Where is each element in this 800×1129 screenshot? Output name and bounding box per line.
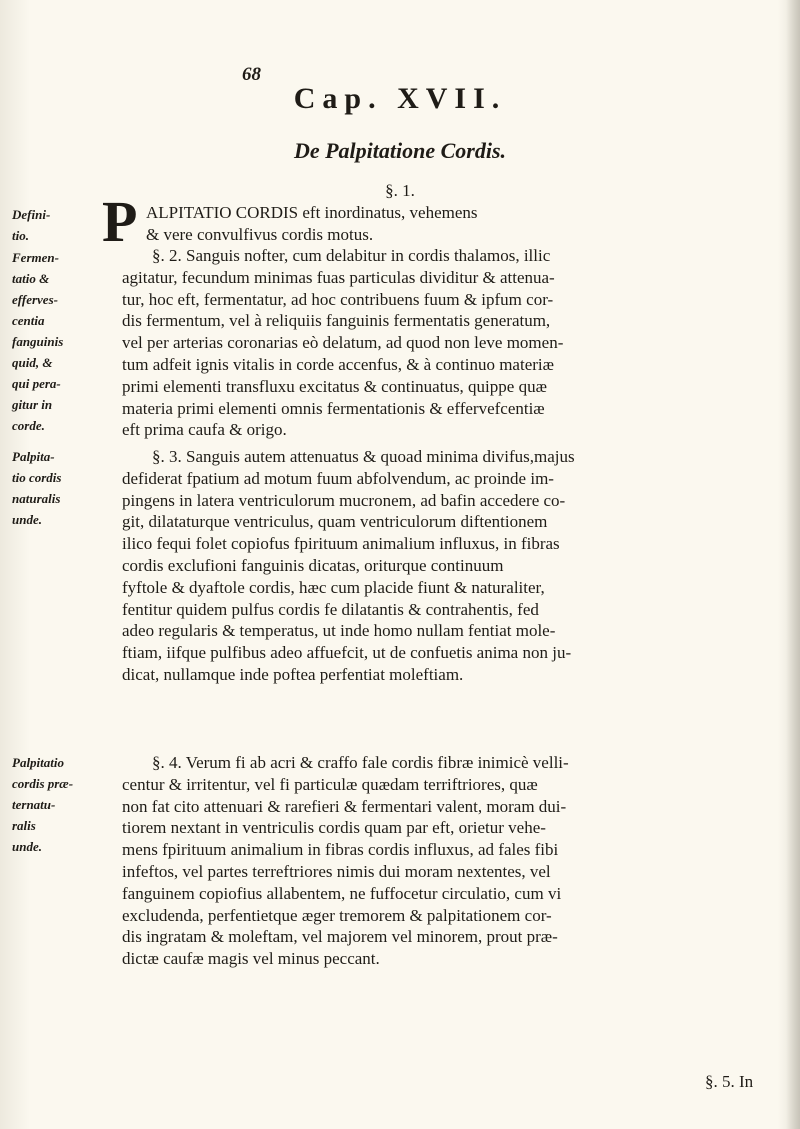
margin-note-line: ralis (12, 818, 36, 833)
text-line: dis ingratam & moleftam, vel majorem vel minorem, prout præ- (122, 927, 558, 947)
margin-note-palpitatio-naturalis (12, 446, 74, 530)
text-line: primi elementi transfluxu excitatus & continuatus, quippe quæ (122, 376, 547, 396)
page-number: 68 (242, 64, 261, 85)
text-line: dicat, nullamque inde poftea perfentiat moleftiam. (122, 664, 464, 684)
drop-cap: P (102, 189, 138, 254)
text-line: & vere convulfivus cordis motus. (146, 224, 374, 244)
margin-note-line: tio cordis (12, 470, 62, 485)
text-line: fentitur quidem pulfus cordis fe dilatantis & contrahentis, fed (122, 599, 539, 619)
paragraph-1 (146, 202, 790, 246)
text-line: mens fpirituum animalium in fibras cordis influxus, ad fales fibi (122, 840, 559, 860)
margin-note-line: tio. (12, 228, 29, 243)
margin-note-palpitatio-praeternaturalis (12, 752, 74, 857)
text-line: fanguinem copiofius allabentem, ne fuffocetur circulatio, cum vi (122, 883, 562, 903)
text-line: §. 3. Sanguis autem attenuatus & quoad minima divifus,majus (152, 447, 575, 466)
text-line: §. 4. Verum fi ab acri & craffo fale cordis fibræ inimicè velli- (152, 753, 569, 772)
text-line: dictæ caufæ magis vel minus peccant. (122, 949, 380, 969)
margin-note-fermentatio (12, 247, 74, 436)
margin-note-line: cordis præ- (12, 776, 74, 791)
paragraph-3 (122, 446, 790, 686)
margin-note-line: corde. (12, 418, 45, 433)
text-line: ALPITATIO CORDIS eft inordinatus, vehemens (146, 203, 478, 222)
margin-note-line: qui pera- (12, 376, 61, 391)
section-1-mark: §. 1. (385, 181, 415, 200)
margin-note-line: centia (12, 313, 45, 328)
text-line: ilico fequi folet copiofus fpirituum animalium influxus, in fibras (122, 534, 560, 554)
text-line: adeo regularis & temperatus, ut inde homo nullam fentiat mole- (122, 621, 556, 641)
margin-note-line: ternatu- (12, 797, 56, 812)
text-line: infeftos, vel partes terreftriores nimis dui moram nextentes, vel (122, 861, 551, 881)
catchword: §. 5. In (705, 1072, 754, 1091)
margin-note-line: unde. (12, 512, 42, 527)
text-line: agitatur, fecundum minimas fuas particulas dividitur & attenua- (122, 267, 555, 287)
margin-note-line: fanguinis (12, 334, 64, 349)
text-line: git, dilataturque ventriculus, quam ventriculorum diftentionem (122, 512, 548, 532)
margin-note-line: tatio & (12, 271, 50, 286)
text-line: ftiam, iifque pulfibus adeo affuefcit, ut de confuetis anima non ju- (122, 643, 572, 663)
text-line: eft prima caufa & origo. (122, 420, 287, 440)
text-line: materia primi elementi omnis fermentationis & effervefcentiæ (122, 398, 545, 418)
margin-note-line: naturalis (12, 491, 61, 506)
text-line: excludenda, perfentietque æger tremorem & palpitationem cor- (122, 905, 552, 925)
margin-note-line: Palpita- (12, 449, 55, 464)
margin-note-definitio (12, 204, 74, 246)
text-line: §. 2. Sanguis nofter, cum delabitur in cordis thalamos, illic (152, 246, 551, 265)
margin-note-line: Palpitatio (12, 755, 64, 770)
margin-note-line: unde. (12, 839, 42, 854)
chapter-subtitle: De Palpitatione Cordis. (293, 138, 507, 163)
text-line: vel per arterias coronarias eò delatum, ad quod non leve momen- (122, 333, 564, 353)
text-line: defiderat fpatium ad motum fuum abfolvendum, ac proinde im- (122, 468, 554, 488)
text-line: dis fermentum, vel à reliquiis fanguinis fermentatis generatum, (122, 311, 551, 331)
text-line: tur, hoc eft, fermentatur, ad hoc contribuens fuum & ipfum cor- (122, 289, 554, 309)
margin-note-line: Defini- (12, 207, 51, 222)
margin-note-line: quid, & (12, 355, 53, 370)
text-line: fyftole & dyaftole cordis, hæc cum placide fiunt & naturaliter, (122, 577, 545, 597)
text-line: non fat cito attenuari & rarefieri & fermentari valent, moram dui- (122, 796, 567, 816)
margin-note-line: gitur in (12, 397, 53, 412)
text-line: cordis exclufioni fanguinis dicatas, oriturque continuum (122, 555, 504, 575)
text-line: tum adfeit ignis vitalis in corde accenfus, & à continuo materiæ (122, 354, 554, 374)
text-line: centur & irritentur, vel fi particulæ quædam terriftriores, quæ (122, 774, 538, 794)
text-line: tiorem nextant in ventriculis cordis quam par eft, orietur vehe- (122, 818, 546, 838)
text-line: pingens in latera ventriculorum mucronem, ad bafin accedere co- (122, 490, 566, 510)
paragraph-2 (122, 245, 790, 441)
margin-note-line: efferves- (12, 292, 58, 307)
margin-note-line: Fermen- (12, 250, 59, 265)
paragraph-4 (122, 752, 790, 970)
chapter-heading: Cap. XVII. (293, 82, 507, 115)
